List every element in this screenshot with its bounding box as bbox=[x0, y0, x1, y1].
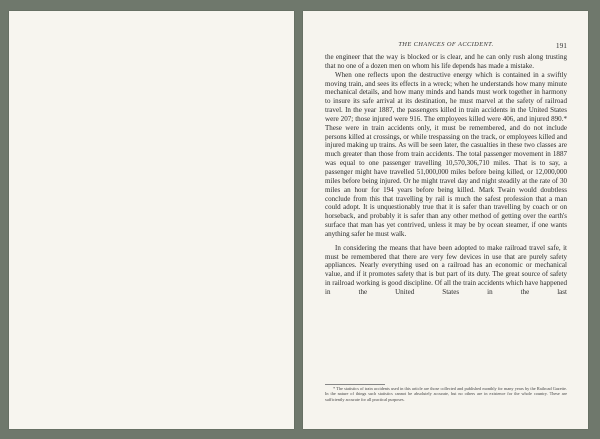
page-header bbox=[325, 41, 567, 51]
paragraph-continuation: the engineer that the way is blocked or is clear, and he can only rush along trusting that no one of a dozen men on whom his life depends has made a mistake. bbox=[325, 53, 567, 70]
running-head: THE CHANCES OF ACCIDENT. bbox=[398, 41, 494, 48]
footnote-rule bbox=[325, 384, 385, 385]
page-number: 191 bbox=[555, 41, 567, 50]
body-text bbox=[325, 53, 567, 297]
right-page bbox=[303, 11, 588, 429]
paragraph-safety-statistics: When one reflects upon the destructive energy which is contained in a swiftly moving train, and sees its effects in a wreck; when he understands how many minute mechanical details, and how many minds and hands must work together in harmony to insure its safe arrival at its destination, he must marvel at the safety of railroad travel. In the year 1887, the passengers killed in train accidents in the United States were 207; those injured were 916. The employees killed were 406, and injured 890.* These were in train accidents only, it must be remembered, and do not include persons killed at crossings, or while trespassing on the track, or employees killed and injured making up trains. As will be seen later, the casualties in these two classes are much greater than those from train accidents. The total passenger movement in 1887 was equal to one passenger travelling 10,570,306,710 miles. That is to say, a passenger might have travelled 51,000,000 miles before being killed, or 12,000,000 miles before being injured. Or he might travel day and night steadily at the rate of 30 miles an hour for 194 years before being killed. Mark Twain would doubtless conclude from this that travelling by rail is much the safest profession that a man could adopt. It is unquestionably true that it is safer than travelling by coach or on horseback, and probably it is safer than any other method of getting over the earth's surface that man has yet contrived, unless it may be by ocean steamer, if one wants anything safer he must walk. bbox=[325, 70, 567, 238]
paragraph-safety-means: In considering the means that have been adopted to make railroad travel safe, it must be remembered that there are very few devices in use that are purely safety appliances. Nearly everything used on a railroad has an economic or mechanical value, and if it promotes safety that is but part of its duty. The great source of safety in railroad working is good discipline. Of all the train accidents which have happened in the United States in the last bbox=[325, 243, 567, 296]
footnote: * The statistics of train accidents used in this article are those collected and published monthly for many years by the Railroad Gazette. In the nature of things such statistics cannot be absolutely accurate, but no others are in existence for the whole country. These are sufficiently accurate for all practical purposes. bbox=[325, 386, 567, 402]
blank-left-page bbox=[9, 11, 294, 429]
